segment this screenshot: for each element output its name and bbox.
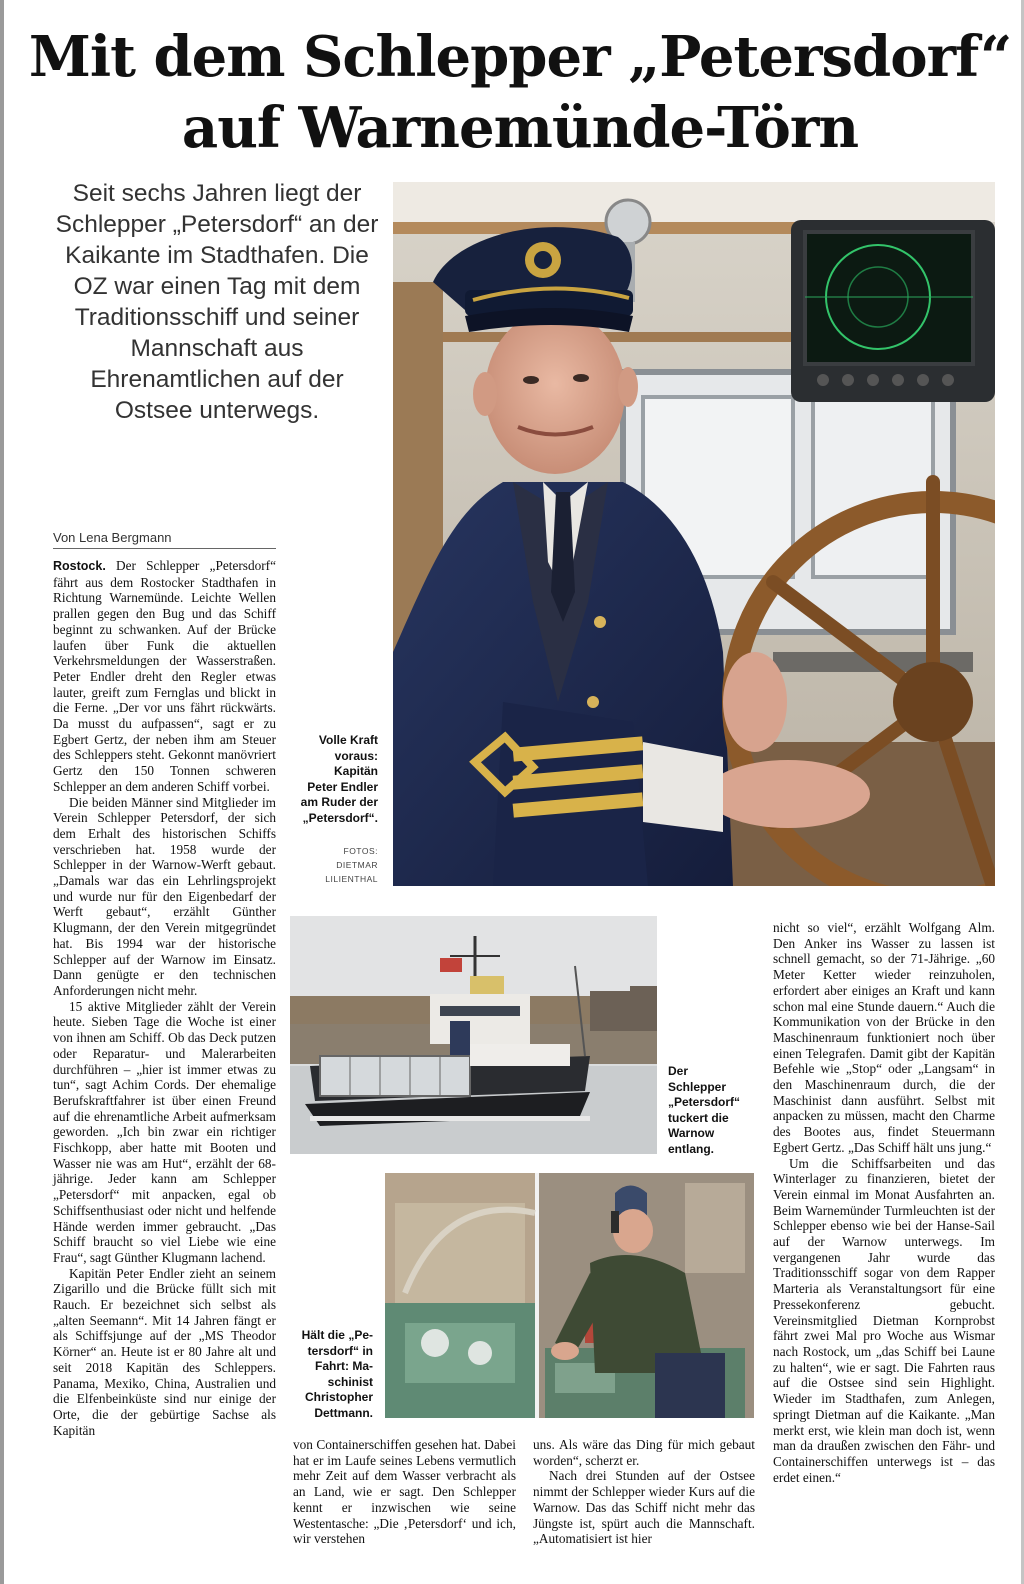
caption-line: Schlepper	[668, 1079, 727, 1094]
caption-line: Fahrt: Ma-	[315, 1359, 373, 1373]
caption-line: Christopher	[304, 1390, 373, 1404]
page-edge-left	[0, 0, 4, 1584]
caption-line: Warnow	[668, 1126, 715, 1140]
caption-line: „Petersdorf“	[668, 1095, 741, 1109]
article-column-3	[533, 1437, 755, 1547]
dateline-location: Rostock.	[53, 559, 106, 573]
paragraph	[53, 558, 276, 795]
tugboat-photo-caption	[668, 1064, 748, 1157]
caption-line: Hält die „Pe-	[301, 1328, 373, 1342]
paragraph: uns. Als wäre das Ding für mich gebaut worden“, scherzt er.	[533, 1437, 755, 1468]
paragraph: Die beiden Männer sind Mitglieder im Verein Schlepper Petersdorf, der sich dem Erhalt des historischen Schiffs verschrieben hat. 1958 wurde der Schlepper in der Warnow-Werft gebaut. „Damals war das ein Lehrlingsprojekt und wurde nur für den Eigenbedarf der Werft gebaut“, erzählt Günther Klugmann, der den Verein mitgegründet hat. Bis 1994 war der historische Schlepper auf der Warnow im Einsatz. Dann genügte er den technischen Anforderungen nicht mehr.	[53, 794, 276, 998]
paragraph: Kapitän Peter Endler zieht an seinem Zigarillo und die Brücke füllt sich mit Rauch. Er bezeichnet sich selbst als „alten Seemann“. Mit 14 Jahren fängt er als Schiffsjunge auf der „MS Theodor Körner“ an. Heute ist er 80 Jahre alt und seit 2018 Kapitän des Schleppers. Panama, Mexiko, China, Australien und die Elfenbeinküste sind nur einige der Orte, die der gebürtige Sachse als Kapitän	[53, 1265, 276, 1438]
paragraph: Nach drei Stunden auf der Ostsee nimmt der Schlepper wieder Kurs auf die Warnow. Das das Schiff nicht mehr das Jüngste ist, spürt auch die Mannschaft. „Automatisiert ist hier	[533, 1468, 755, 1547]
article-column-2	[293, 1437, 516, 1547]
credit-line: DIETMAR	[336, 860, 378, 870]
article-column-4	[773, 920, 995, 1485]
caption-line: tersdorf“ in	[307, 1343, 373, 1358]
paragraph: von Containerschiffen gesehen hat. Dabei hat er im Laufe seines Lebens vermutlich mehr Zeit auf dem Wasser verbracht als an Land, wie er sagt. Den Schlepper kennt er inzwischen wie seine Westentasche: „Die ‚Petersdorf‘ und ich, wir verstehen	[293, 1437, 516, 1547]
lead-paragraph: Seit sechs Jahren liegt der Schlepper „Petersdorf“ an der Kaikante im Stadthafen. Die OZ war einen Tag mit dem Traditionsschiff und seiner Mannschaft aus Ehrenamtlichen auf der Ostsee unterwegs.	[55, 180, 379, 424]
byline: Von Lena Bergmann	[53, 530, 172, 545]
caption-line: Volle Kraft	[318, 733, 378, 747]
engine-room-photo	[385, 1173, 754, 1418]
paragraph: nicht so viel“, erzählt Wolfgang Alm. Den Anker ins Wasser zu lassen ist schnell gemacht, so der 71-Jährige. „60 Meter Ketter wieder reinzuholen, erfordert aber einiges an Kraft und kann schon mal eine Stunde dauern.“ Auch die Kommunikation von der Brücke in den Maschinenraum funktioniert noch über einen Telegrafen. Damit gibt der Kapitän Befehle wie „Stop“ oder „Langsam“ in den Maschinenraum durch, die der Maschinist dann ausführt. Selbst mit anpacken zu müssen, macht den Charme des Bootes aus, findet Steuermann Egbert Gertz. „Das Schiff hält uns jung.“	[773, 920, 995, 1155]
credit-line: LILIENTHAL	[325, 874, 378, 884]
caption-line: entlang.	[668, 1141, 715, 1156]
article-column-1	[53, 558, 276, 1438]
caption-line: „Petersdorf“.	[302, 810, 378, 825]
tugboat-photo	[290, 916, 657, 1154]
photo-credit	[300, 844, 378, 886]
caption-line: Kapitän	[333, 764, 378, 778]
caption-line: am Ruder der	[300, 795, 378, 809]
caption-line: tuckert die	[668, 1110, 729, 1125]
caption-line: Dettmann.	[314, 1405, 373, 1420]
credit-line: FOTOS:	[343, 846, 378, 856]
caption-line: Der	[668, 1064, 689, 1078]
captain-photo-caption	[290, 733, 378, 826]
paragraph: 15 aktive Mitglieder zählt der Verein heute. Sieben Tage die Woche ist einer von ihnen am Schiff. Ob das Deck putzen oder Reparatur- und Malerarbeiten durchführen – „hier ist immer etwas zu tun“, sagt Achim Cords. Der ehemalige Berufskraftfahrer ist über einen Freund auf die ehrenamtliche Arbeit aufmerksam geworden. „Ich bin zwar ein richtiger Fischkopp, aber hatte mit Booten und Wasser nie was am Hut“, erzählt der 68-jährige. Jeder kann am Schlepper „Petersdorf“ mit anpacken, egal ob Schiffsenthusiast oder nicht und helfende Hände werden immer gebraucht. „Das Schiff braucht so viel Liebe wie eine Frau“, sagt Günther Klugmann lachend.	[53, 998, 276, 1265]
captain-photo	[393, 182, 995, 886]
headline-line-2: auf Warnemünde-Törn	[181, 95, 859, 161]
headline-line-1: Mit dem Schlepper „Petersdorf“	[28, 24, 1012, 90]
caption-line: Peter Endler	[307, 779, 378, 794]
engine-room-photo-caption	[290, 1328, 373, 1421]
paragraph-text: Der Schlepper „Petersdorf“ fährt aus dem Rostocker Stadthafen in Richtung Warnemünde. Leichte Wellen prallen gegen den Bug und das Schiff beginnt zu schwanken. Auf der Brücke laufen über Funk die aktuellen Verkehrsmeldungen der Wasserstraßen. Peter Endler dreht den Regler etwas lauter, greift zum Fernglas und blickt in die Ferne. „Der vor uns fährt rückwärts. Da musst du aufpassen“, sagt er zu Egbert Gertz, der neben ihm am Steuer des Schleppers steht. Gekonnt manövriert Gertz den 150 Tonnen schweren Schlepper an dem anderen Schiff vorbei.	[53, 558, 276, 794]
byline-rule	[53, 548, 276, 549]
caption-line: schinist	[327, 1374, 373, 1389]
paragraph: Um die Schiffsarbeiten und das Winterlager zu finanzieren, bietet der Verein einmal im Monat Ausfahrten an. Beim Warnemünder Turmleuchten ist der Schlepper ebenso wie bei der Hanse-Sail auf der Warnow unterwegs. Im vergangenen Jahr wurde das Traditionsschiff sogar von dem Rapper Marteria als Veranstaltungsort für eine Pressekonferenz gebucht. Vereinsmitglied Dietman Kornprobst fährt zwei Mal pro Woche aus Wismar nach Rostock, um „das Schiff bei Laune zu halten“, wie er sagt. Die Fahrten raus auf die Ostsee sind sein Highlight. Wieder im Stadthafen, zum Anlegen, springt Dietman auf die Kaikante. „Man merkt erst, wie klein man doch ist, wenn man da draußen zwischen den Fähr- und Containerschiffen unterwegs ist – das erdet einen.“	[773, 1155, 995, 1485]
caption-line: voraus:	[334, 748, 378, 763]
